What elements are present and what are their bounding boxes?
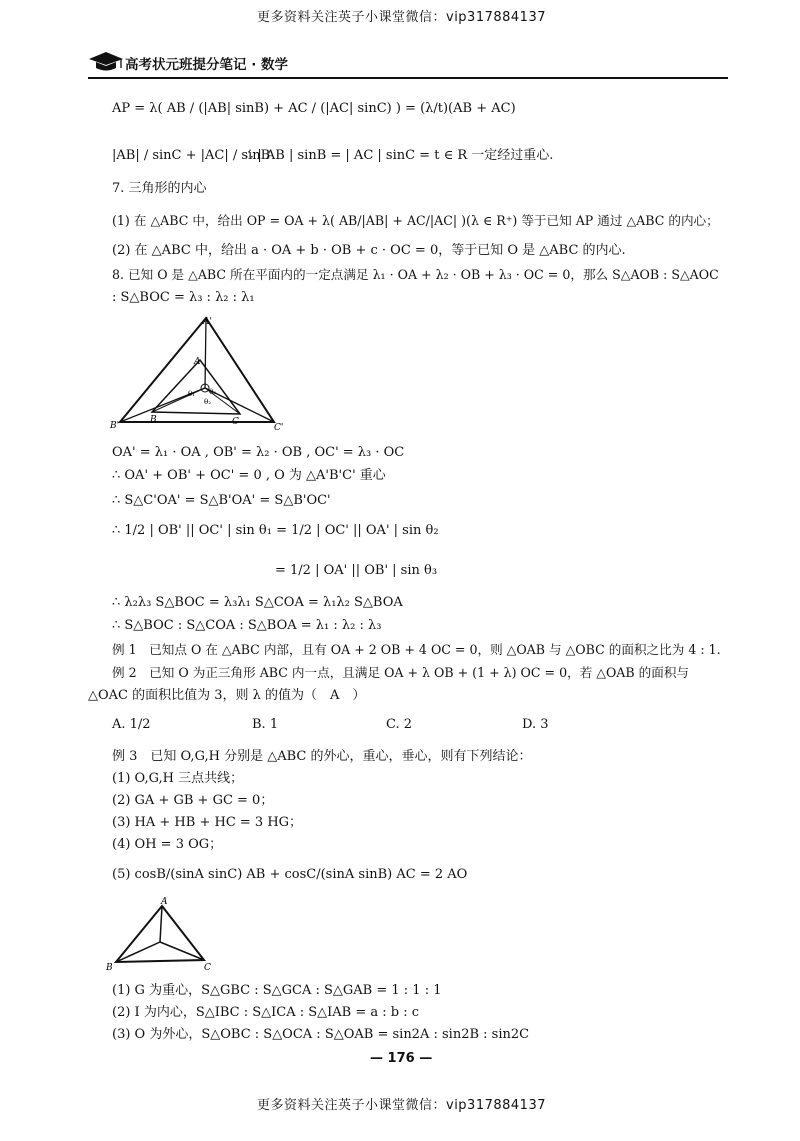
text-line-13: ∴ λ₂λ₃ S△BOC = λ₃λ₁ S△COA = λ₁λ₂ S△BOA [112, 595, 403, 610]
conclusion-3: (3) HA + HB + HC = 3 HG； [112, 815, 303, 830]
page-number: — 176 — [370, 1051, 433, 1066]
watermark-top: 更多资料关注英子小课堂微信：vip317884137 [257, 10, 546, 25]
text-line-6: 8. 已知 O 是 △ABC 所在平面内的一定点满足 λ₁ · OA + λ₂ · OB + λ₃ · OC = 0，那么 S△AOB : S△AOC [112, 267, 719, 282]
text-line-1: AP = λ( AB / (|AB| sinB) + AC / (|AC| sinC) ) = (λ/t)(AB + AC) [112, 101, 516, 116]
result-3: (3) O 为外心，S△OBC : S△OCA : S△OAB = sin2A : sin2B : sin2C [112, 1027, 530, 1042]
example-3: 例 3 已知 O,G,H 分别是 △ABC 的外心，重心，垂心，则有下列结论： [112, 749, 532, 764]
text-line-11: ∴ 1/2 | OB' || OC' | sin θ₁ = 1/2 | OC' || OA' | sin θ₂ [112, 523, 439, 538]
conclusion-5: (5) cosB/(sinA sinC) AB + cosC/(sinA sinB) AC = 2 AO [112, 867, 468, 882]
header-rule [88, 77, 728, 79]
label-C-prime: C' [274, 423, 284, 433]
figure-nested-triangles [108, 310, 288, 444]
label-A: A [161, 897, 168, 907]
label-A-prime: A' [203, 317, 212, 327]
option-d: D. 3 [522, 717, 549, 732]
text-line-2a: |AB| / sinC + |AC| / sinB [112, 148, 271, 163]
option-a: A. 1/2 [112, 717, 151, 732]
label-B-prime: B' [110, 421, 120, 431]
text-line-2b: ∴ | AB | sinB = | AC | sinC = t ∈ R 一定经过重心. [245, 148, 554, 163]
example-1: 例 1 已知点 O 在 △ABC 内部，且有 OA + 2 OB + 4 OC = 0，则 △OAB 与 △OBC 的面积之比为 4 : 1. [112, 642, 721, 657]
example-2-line-b: △OAC 的面积比值为 3，则 λ 的值为（ A ） [88, 688, 366, 703]
graduation-cap-icon [88, 50, 124, 76]
conclusion-1: (1) O,G,H 三点共线； [112, 771, 244, 786]
text-line-9: ∴ OA' + OB' + OC' = 0 , O 为 △A'B'C' 重心 [112, 468, 386, 483]
text-line-5: (2) 在 △ABC 中，给出 a · OA + b · OB + c · OC = 0，等于已知 O 是 △ABC 的内心. [112, 243, 626, 258]
watermark-bottom: 更多资料关注英子小课堂微信：vip317884137 [257, 1098, 546, 1113]
label-B: B [106, 963, 113, 973]
label-theta-1: θ₁ [188, 390, 196, 398]
label-theta-2: θ₂ [204, 398, 212, 406]
label-C: C [232, 417, 239, 427]
text-line-14: ∴ S△BOC : S△COA : S△BOA = λ₁ : λ₂ : λ₃ [112, 618, 382, 633]
label-A: A [194, 357, 201, 367]
option-b: B. 1 [252, 717, 279, 732]
text-line-4: (1) 在 △ABC 中，给出 OP = OA + λ( AB/|AB| + AC/|AC| )(λ ∈ R⁺) 等于已知 AP 通过 △ABC 的内心； [112, 213, 719, 228]
text-line-7: : S△BOC = λ₃ : λ₂ : λ₁ [112, 290, 255, 305]
section-title-7: 7. 三角形的内心 [112, 181, 207, 196]
result-2: (2) I 为内心，S△IBC : S△ICA : S△IAB = a : b : c [112, 1005, 420, 1020]
label-C: C [204, 963, 211, 973]
label-B: B [150, 415, 157, 425]
figure-triangle-center [104, 896, 214, 980]
header-title: 高考状元班提分笔记 · 数学 [125, 57, 289, 73]
conclusion-4: (4) OH = 3 OG； [112, 837, 223, 852]
result-1: (1) G 为重心，S△GBC : S△GCA : S△GAB = 1 : 1 : 1 [112, 983, 442, 998]
conclusion-2: (2) GA + GB + GC = 0； [112, 793, 274, 808]
text-line-8: OA' = λ₁ · OA , OB' = λ₂ · OB , OC' = λ₃ · OC [112, 445, 405, 460]
label-theta-3: θ₃ [209, 388, 217, 396]
option-c: C. 2 [386, 717, 413, 732]
text-line-12: = 1/2 | OA' || OB' | sin θ₃ [275, 563, 438, 578]
text-line-10: ∴ S△C'OA' = S△B'OA' = S△B'OC' [112, 493, 331, 508]
example-2-line-a: 例 2 已知 O 为正三角形 ABC 内一点，且满足 OA + λ OB + (1 + λ) OC = 0，若 △OAB 的面积与 [112, 665, 690, 680]
